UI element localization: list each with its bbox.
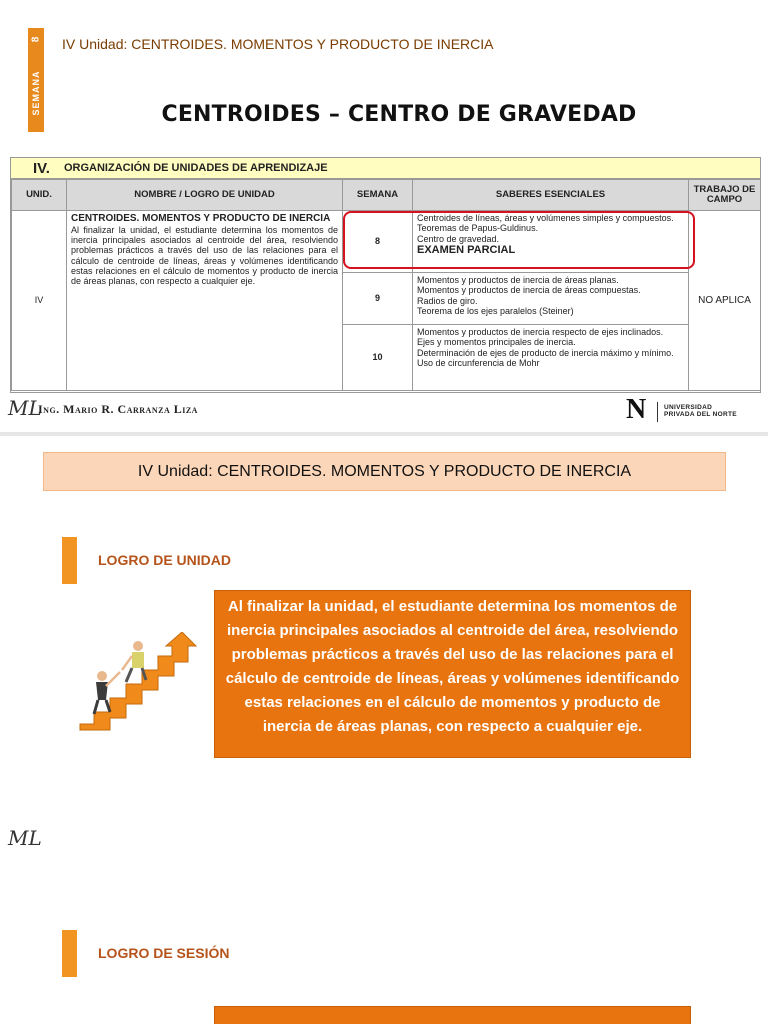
upn-n-mark: N: [626, 394, 647, 425]
cell-saberes: [413, 325, 689, 391]
section-title: ORGANIZACIÓN DE UNIDADES DE APRENDIZAJE: [63, 162, 328, 174]
saber-item: Determinación de ejes de producto de inercia máximo y mínimo. Uso de circunferencia de Mohr: [417, 347, 674, 369]
col-nombre: NOMBRE / LOGRO DE UNIDAD: [67, 180, 343, 211]
nombre-body: Al finalizar la unidad, el estudiante determina los momentos de inercia principales asociados al centroide del área, resolviendo problemas prácticos a través del uso de las relaciones para el cálculo de centroide de líneas, áreas y volúmenes identificando estas relaciones en el cálculo de momentos y producto de inercia de áreas planas, con respecto a cualquier eje.: [71, 224, 338, 287]
semana-label: SEMANA: [31, 70, 41, 116]
week-8-highlight: [343, 211, 695, 269]
saber-item: Momentos y productos de inercia de áreas planas.: [417, 275, 619, 285]
ml-logo: ML: [8, 396, 42, 420]
organization-table: [10, 157, 761, 393]
upn-line-2: PRIVADA DEL NORTE: [664, 411, 737, 419]
slide-title: CENTROIDES – CENTRO DE GRAVEDAD: [161, 102, 637, 127]
logro-sesion-box: [214, 1006, 691, 1024]
slide-divider: [0, 432, 768, 436]
nombre-title: CENTROIDES. MOMENTOS Y PRODUCTO DE INERCIA: [71, 213, 331, 224]
author-name: Ing. Mario R. Carranza Liza: [38, 402, 198, 416]
saber-item: Centro de gravedad.: [417, 233, 500, 244]
saber-item: Centroides de líneas, áreas y volúmenes simples y compuestos. Teoremas de Papus-Guldinus.: [417, 213, 674, 234]
table-section-header: [11, 158, 760, 179]
section-roman: IV.: [33, 159, 50, 177]
upn-line-1: UNIVERSIDAD: [664, 404, 713, 411]
cell-unid: IV: [12, 211, 67, 391]
cell-trabajo: NO APLICA: [689, 211, 761, 391]
col-saberes: SABERES ESENCIALES: [413, 180, 689, 211]
semana-number: 8: [30, 36, 42, 43]
examen-label: EXAMEN PARCIAL: [417, 244, 516, 257]
col-unid: UNID.: [12, 180, 67, 211]
logro-sesion-label: LOGRO DE SESIÓN: [98, 945, 230, 961]
saber-item: Ejes y momentos principales de inercia.: [417, 337, 576, 348]
upn-logo: [624, 396, 754, 426]
cell-semana: 9: [343, 273, 413, 325]
cell-semana: 8: [343, 211, 413, 273]
logro-unidad-label: LOGRO DE UNIDAD: [98, 552, 231, 568]
col-semana: SEMANA: [343, 180, 413, 211]
cell-saberes: [413, 273, 689, 325]
saber-item: Momentos y productos de inercia respecto de ejes inclinados.: [417, 327, 664, 337]
ml-logo: ML: [8, 826, 42, 850]
logro-unidad-box: Al finalizar la unidad, el estudiante determina los momentos de inercia principales asociados al centroide del área, resolviendo problemas prácticos a través del uso de las relaciones para el cálculo de centroide de líneas, áreas y volúmenes identificando estas relaciones en el cálculo de momentos y producto de inercia de áreas planas, con respecto a cualquier eje.: [214, 590, 691, 758]
slide-1-footer: [0, 396, 768, 426]
cell-semana: 10: [343, 325, 413, 391]
saber-item: Teorema de los ejes paralelos (Steiner): [417, 306, 574, 317]
saber-item: Radios de giro.: [417, 295, 478, 306]
climbing-stairs-icon: [72, 632, 198, 732]
unit-banner: IV Unidad: CENTROIDES. MOMENTOS Y PRODUCTO DE INERCIA: [43, 452, 726, 491]
saber-item: Momentos y productos de inercia de áreas compuestas.: [417, 285, 641, 296]
logro-sesion-marker: [62, 930, 77, 977]
cell-nombre: [67, 211, 343, 391]
table-header-row: [12, 180, 761, 211]
unit-header: IV Unidad: CENTROIDES. MOMENTOS Y PRODUCTO DE INERCIA: [62, 36, 494, 52]
logro-unidad-marker: [62, 537, 77, 584]
slide-1: [0, 0, 768, 432]
col-trabajo: TRABAJO DE CAMPO: [689, 180, 761, 211]
